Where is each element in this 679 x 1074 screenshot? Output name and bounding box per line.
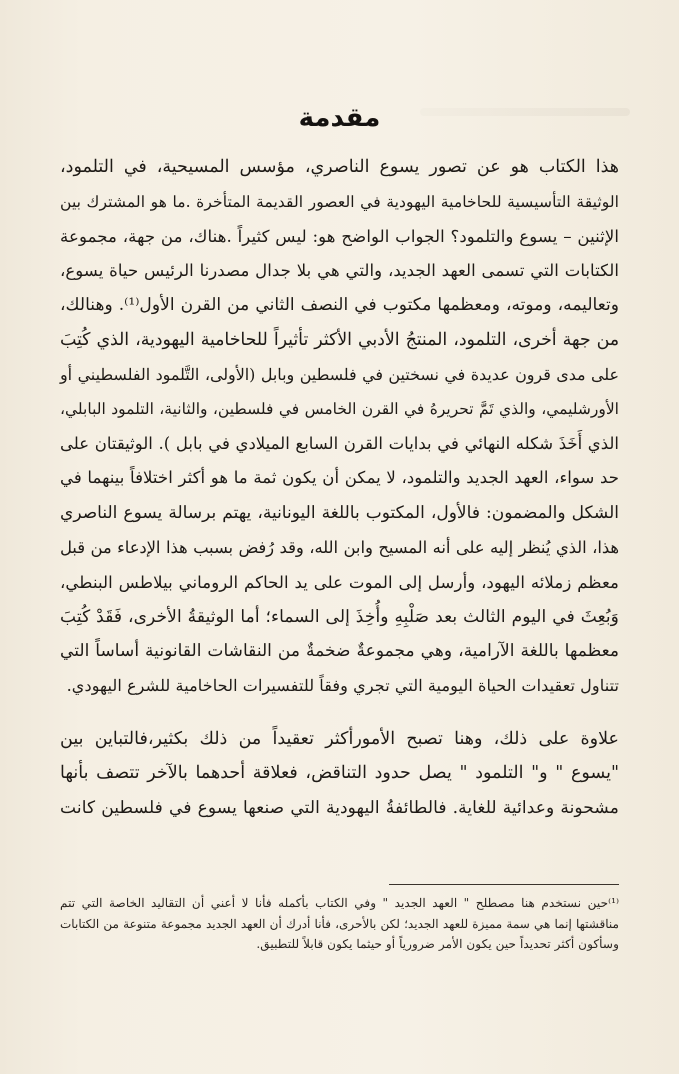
footnote-line: وسأكون أكثر تحديداً حين يكون الأمر ضرورياً أو حيثما يكون قابلاً للتطبيق.: [256, 937, 619, 951]
footnote-separator: [389, 884, 619, 885]
paragraph-1: [60, 150, 619, 704]
text-line: على مدى قرون عديدة في نسختين في فلسطين وبابل (الأولى، التَّلمود الفلسطيني أو: [60, 364, 619, 384]
text-line: وتعاليمه، وموته، ومعظمها مكتوب في النصف الثاني من القرن الأول⁽¹⁾. وهنالك،: [60, 295, 619, 316]
text-line: تتناول تعقيدات الحياة اليومية التي تجري وفقاً للتفسيرات الحاخامية للشرع اليهودي.: [66, 675, 619, 695]
footnote-line: مناقشتها إنما هي سمة مميزة للعهد الجديد؛ لكن بالأحرى، فأنا أدرك أن العهد الجديد مجموعة متنوعة من الكتابات: [60, 916, 619, 931]
text-line: "يسوع " و" التلمود " يصل حدود التناقض، فعلاقة أحدهما بالآخر تتصف بأنها: [60, 763, 619, 784]
text-line: حد سواء، العهد الجديد والتلمود، لا يمكن أن يكون ثمة ما هو أكثر اختلافاً بينهما في: [60, 468, 619, 488]
text-line: علاوة على ذلك، وهنا تصبح الأمورأكثر تعقيداً من ذلك بكثير،فالتباين بين: [60, 728, 619, 749]
text-line: الكتابات التي تسمى العهد الجديد، والتي هي بلا جدال مصدرنا الرئيس حياة يسوع،: [60, 260, 619, 280]
text-line: الأورشليمي، والذي تَمَّ تحريرهُ في القرن الخامس في فلسطين، والثانية، التلمود البابلي،: [60, 400, 619, 419]
text-line: معظم زملائه اليهود، وأرسل إلى الموت على يد الحاكم الروماني بيلاطس البنطي،: [60, 572, 619, 593]
body-text: [60, 150, 619, 825]
text-line: الوثيقة التأسيسية للحاخامية اليهودية في العصور القديمة المتأخرة .ما هو المشترك بين: [60, 191, 619, 211]
text-line: من جهة أخرى، التلمود، المنتجُ الأدبي الأكثر تأثيراً للحاخامية اليهودية، الذي كُتِبَ: [60, 329, 619, 350]
paragraph-2: [60, 722, 619, 826]
chapter-title: مقدمة: [298, 103, 381, 133]
text-line: هذا الكتاب هو عن تصور يسوع الناصري، مؤسس المسيحية، في التلمود،: [60, 157, 619, 177]
text-line: الإثنين – يسوع والتلمود؟ الجواب الواضح هو: ليس كثيراً .هناك، من جهة، مجموعة: [60, 226, 619, 247]
footnote: [60, 893, 619, 955]
text-line: الذي أَخَذَ شكله النهائي في بدايات القرن السابع الميلادي في بابل ). الوثيقتان على: [60, 433, 619, 453]
text-line: معظمها باللغة الآرامية، وهي مجموعةٌ ضخمةٌ من النقاشات القانونية أساساً التي: [60, 641, 619, 662]
footnote-line: ⁽¹⁾حين نستخدم هنا مصطلح " العهد الجديد " وفي الكتاب بأكمله فأنا لا أعني أن التقاليد الخاصة التي تتم: [60, 896, 619, 910]
text-line: هذا، الذي يُنظر إليه على أنه المسيح وابن الله، وقد رُفض بسبب هذا الإدعاء من قبل: [60, 537, 619, 557]
text-line: مشحونة وعدائية للغاية. فالطائفةُ اليهودية التي صنعها يسوع في فلسطين كانت: [60, 797, 619, 818]
text-line: وَبُعِثَ في اليوم الثالث بعد صَلْبِهِ وأُخِذَ إلى السماء؛ أما الوثيقةُ الأخرى، فَقَدْ كُتِبَ: [60, 606, 619, 627]
text-line: الشكل والمضمون: فالأول، المكتوب باللغة اليونانية، يهتم برسالة يسوع الناصري: [60, 502, 619, 523]
